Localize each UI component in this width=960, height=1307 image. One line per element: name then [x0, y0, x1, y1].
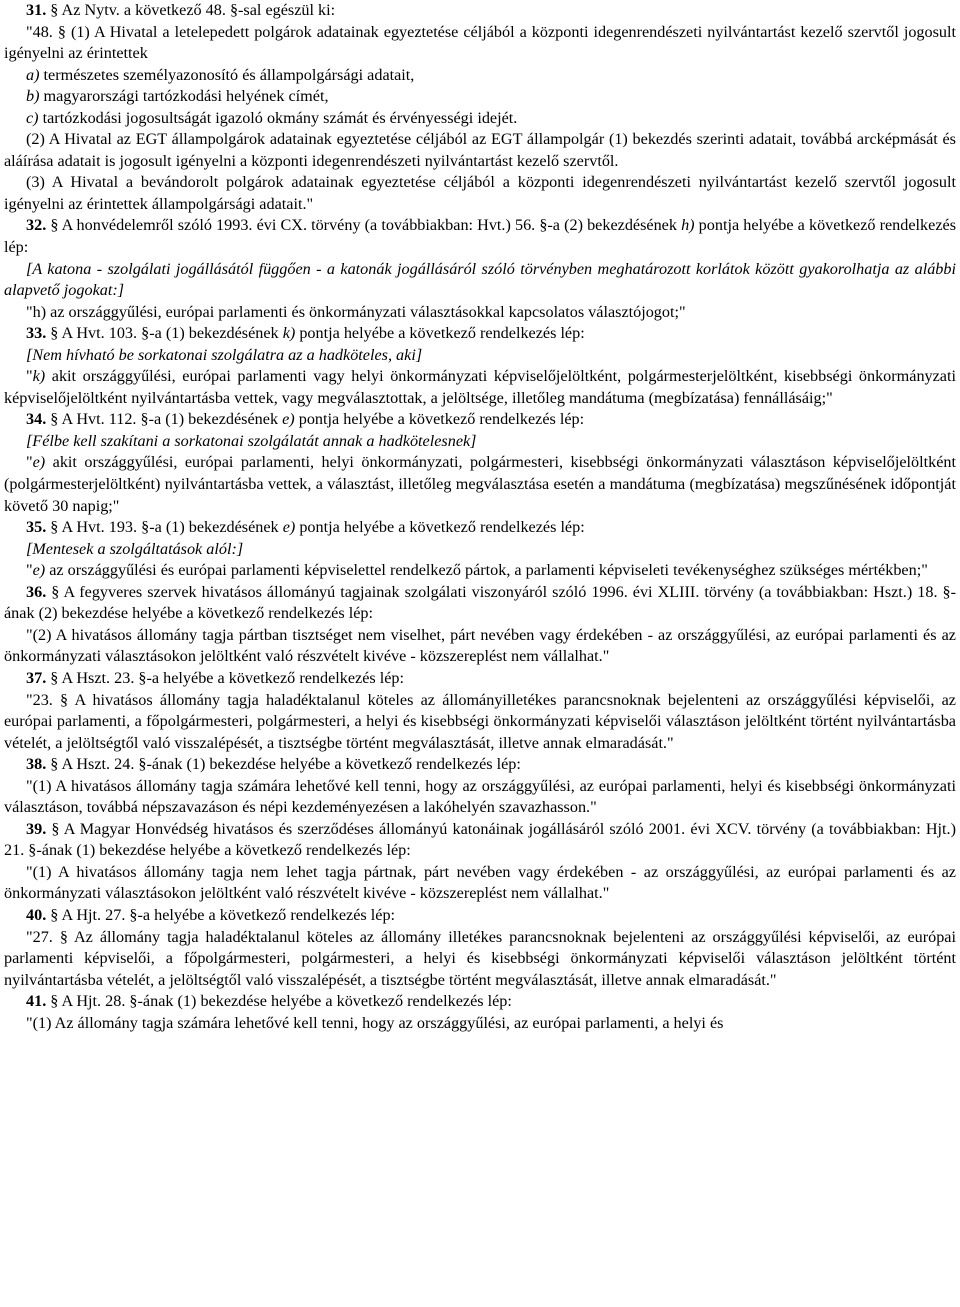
section-number: 33. — [26, 324, 47, 343]
paragraph — [4, 517, 956, 539]
paragraph — [4, 108, 956, 130]
paragraph — [4, 129, 956, 172]
italic-text: e) — [282, 410, 295, 429]
paragraph — [4, 86, 956, 108]
text-run: (2) A Hivatal az EGT állampolgárok adatainak egyeztetése céljából az EGT állampolgár (1) bekezdés szerinti adatait, továbbá arcképmását és aláírása adatait is jogosult igényelni a központi idegenrendészeti nyilvántartást kezelő szervtől. — [4, 130, 956, 170]
text-run: § A Hszt. 24. §-ának (1) bekezdése helyébe a következő rendelkezés lép: — [46, 755, 521, 774]
text-run: pontja helyébe a következő rendelkezés lép: — [4, 216, 956, 257]
text-run: § A Hvt. 112. §-a (1) bekezdésének — [46, 410, 283, 429]
text-run: "(1) A hivatásos állomány tagja nem lehet tagja pártnak, párt nevében vagy érdekében - az országgyűlési, az európai parlamenti és az önkormányzati választásokon jelöltként való részvételt kivéve - közszereplést nem vállalhat." — [4, 862, 956, 903]
italic-text: [Nem hívható be sorkatonai szolgálatra az a hadköteles, aki] — [26, 345, 423, 364]
text-run: pontja helyébe a következő rendelkezés lép: — [295, 518, 585, 537]
paragraph — [4, 819, 956, 862]
paragraph — [4, 927, 956, 992]
text-run: § A Magyar Honvédség hivatásos és szerződéses állományú katonáinak jogállásáról szóló 2001. évi XCV. törvény (a továbbiakban: Hjt.) 21. §-ának (1) bekezdése helyébe a következő rendelkezés lép: — [4, 819, 956, 860]
paragraph — [4, 259, 956, 302]
paragraph — [4, 0, 956, 22]
paragraph — [4, 431, 956, 453]
paragraph — [4, 65, 956, 87]
italic-text: [A katona - szolgálati jogállásától függően - a katonák jogállásáról szóló törvényben meghatározott korlátok között gyakorolhatja az alábbi alapvető jogokat:] — [4, 259, 956, 300]
italic-text: [Félbe kell szakítani a sorkatonai szolgálatát annak a hadkötelesnek] — [26, 431, 477, 450]
paragraph — [4, 409, 956, 431]
italic-text: h) — [681, 216, 695, 235]
italic-text: a) — [26, 65, 40, 84]
paragraph — [4, 452, 956, 517]
text-run: " — [26, 367, 33, 386]
italic-text: k) — [32, 367, 46, 386]
text-run: magyarországi tartózkodási helyének címét, — [39, 87, 329, 106]
text-run: § A fegyveres szervek hivatásos állományú tagjainak szolgálati viszonyáról szóló 1996. évi XLIII. törvény (a továbbiakban: Hszt.) 18. §-ának (2) bekezdése helyébe a következő rendelkezés lép: — [4, 582, 956, 623]
paragraph — [4, 582, 956, 625]
text-run: az országgyűlési és európai parlamenti képviselettel rendelkező pártok, a parlamenti képviseleti tevékenységhez szükséges mértékben;" — [45, 561, 928, 580]
italic-text: e) — [32, 453, 46, 472]
paragraph — [4, 539, 956, 561]
paragraph — [4, 625, 956, 668]
paragraph — [4, 215, 956, 258]
text-run: pontja helyébe a következő rendelkezés lép: — [294, 410, 585, 429]
paragraph — [4, 323, 956, 345]
text-run: "(2) A hivatásos állomány tagja pártban tisztséget nem viselhet, párt nevében vagy érdekében - az országgyűlési, az európai parlamenti és az önkormányzati választásokon jelöltként való részvételt kivéve - közszereplést nem vállalhat." — [4, 625, 956, 666]
text-run: § A honvédelemről szóló 1993. évi CX. törvény (a továbbiakban: Hvt.) 56. §-a (2) bekezdésének — [46, 216, 682, 235]
text-run: "(1) A hivatásos állomány tagja számára lehetővé kell tenni, hogy az országgyűlési, az európai parlamenti, helyi és kisebbségi önkormányzati választáson, továbbá népszavazáson és népi kezdeményezésen a lakóhelyén szavazhasson." — [4, 776, 956, 817]
section-number: 35. — [26, 518, 47, 537]
section-number: 31. — [26, 1, 47, 19]
italic-text: b) — [26, 87, 40, 106]
italic-text: e) — [32, 561, 46, 580]
paragraph — [4, 754, 956, 776]
text-run: § A Hjt. 28. §-ának (1) bekezdése helyébe a következő rendelkezés lép: — [46, 992, 512, 1011]
text-run: § A Hvt. 103. §-a (1) bekezdésének — [46, 324, 283, 343]
paragraph — [4, 690, 956, 755]
section-number: 38. — [26, 755, 47, 774]
paragraph — [4, 172, 956, 215]
text-run: § A Hjt. 27. §-a helyébe a következő rendelkezés lép: — [46, 905, 396, 924]
section-number: 32. — [26, 216, 47, 235]
section-number: 40. — [26, 905, 47, 924]
text-run: pontja helyébe a következő rendelkezés lép: — [295, 324, 585, 343]
text-run: "48. § (1) A Hivatal a letelepedett polgárok adatainak egyeztetése céljából a központi idegenrendészeti nyilvántartást kezelő szervtől jogosult igényelni az érintettek — [4, 22, 956, 63]
text-run: természetes személyazonosító és állampolgársági adatait, — [39, 65, 415, 84]
section-number: 36. — [26, 582, 47, 601]
text-run: "(1) Az állomány tagja számára lehetővé kell tenni, hogy az országgyűlési, az európai parlamenti, a helyi és — [26, 1013, 724, 1032]
text-run: § A Hszt. 23. §-a helyébe a következő rendelkezés lép: — [46, 668, 405, 687]
paragraph — [4, 862, 956, 905]
italic-text: e) — [282, 518, 296, 537]
paragraph — [4, 366, 956, 409]
text-run: "23. § A hivatásos állomány tagja haladéktalanul köteles az állományilletékes parancsnoknak bejelenteni az országgyűlési képviselői, az európai parlamenti, a főpolgármesteri, polgármesteri, a helyi és kisebbségi önkormányzati képviselői választáson jelöltként történt nyilvántartásba vételét, a jelöltségtől való visszalépését, a tisztségbe történt megválasztását, illetve annak elmaradását." — [4, 690, 956, 752]
italic-text: k) — [282, 324, 296, 343]
text-run: § A Hvt. 193. §-a (1) bekezdésének — [46, 518, 283, 537]
section-number: 39. — [26, 819, 47, 838]
paragraph — [4, 668, 956, 690]
paragraph — [4, 991, 956, 1013]
paragraph — [4, 345, 956, 367]
text-run: " — [26, 561, 33, 580]
paragraph — [4, 560, 956, 582]
paragraph — [4, 302, 956, 324]
text-run: § Az Nytv. a következő 48. §-sal egészül ki: — [46, 1, 336, 19]
paragraph — [4, 22, 956, 65]
text-run: " — [26, 453, 33, 472]
text-run: (3) A Hivatal a bevándorolt polgárok adatainak egyeztetése céljából a központi idegenrendészeti nyilvántartást kezelő szervtől jogosult igényelni az érintettek állampolgársági adatait." — [4, 173, 956, 213]
text-run: tartózkodási jogosultságát igazoló okmány számát és érvényességi idejét. — [38, 108, 518, 127]
paragraph — [4, 1013, 956, 1035]
text-run: akit országgyűlési, európai parlamenti vagy helyi önkormányzati képviselőjelöltként, polgármesterjelöltként, kisebbségi önkormányzati képviselőjelöltként nyilvántartásba vettek, vagy megválasztottak, a jelöltsége, illetőleg mandátuma (megbízatása) fennállásáig;" — [4, 367, 956, 407]
text-run: "h) az országgyűlési, európai parlamenti és önkormányzati választásokkal kapcsolatos választójogot;" — [26, 302, 686, 321]
text-run: "27. § Az állomány tagja haladéktalanul köteles az állomány illetékes parancsnoknak bejelenteni az országgyűlési képviselői, az európai parlamenti képviselői, a főpolgármesteri, polgármesteri, a helyi és kisebbségi önkormányzati képviselői választáson jelöltként történt nyilvántartásba vételét, a jelöltségtől való visszalépését, a tisztségbe történt megválasztását, illetve annak elmaradását." — [4, 927, 956, 989]
text-run: akit országgyűlési, európai parlamenti, helyi önkormányzati, polgármesteri, kisebbségi önkormányzati választáson képviselőjelöltként (polgármesterjelöltként) nyilvántartásba vettek, a választást, illetőleg megválasztása esetén a mandátuma (megbízatása) megszűnésének időpontját követő 30 napig;" — [4, 453, 956, 515]
section-number: 41. — [26, 992, 47, 1011]
paragraph — [4, 776, 956, 819]
italic-text: [Mentesek a szolgáltatások alól:] — [26, 539, 244, 558]
section-number: 37. — [26, 668, 47, 687]
section-number: 34. — [26, 410, 47, 429]
paragraph — [4, 905, 956, 927]
italic-text: c) — [26, 108, 39, 127]
